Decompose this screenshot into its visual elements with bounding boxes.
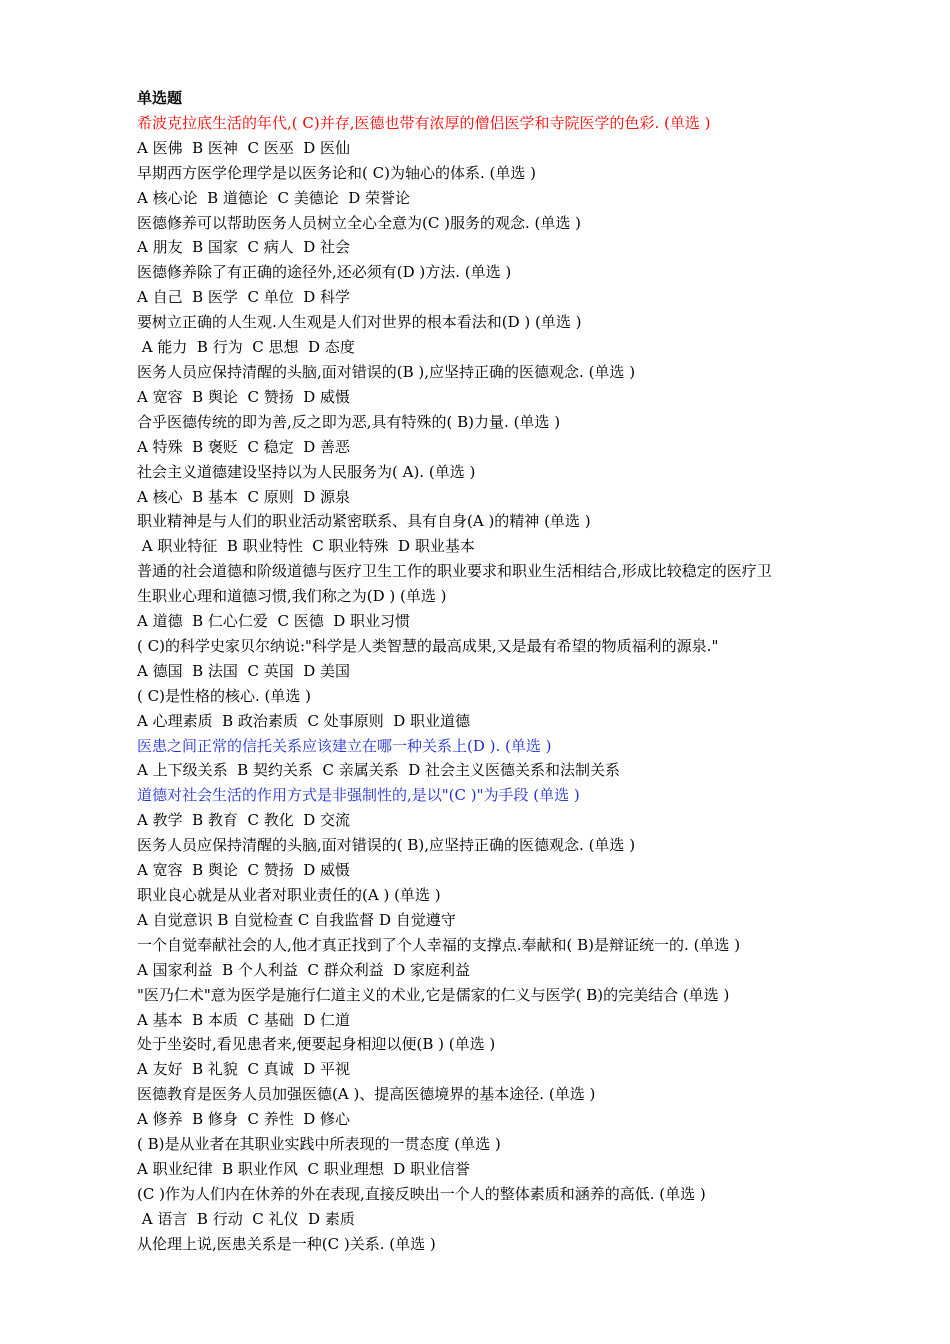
answer-options: A 职业纪律 B 职业作风 C 职业理想 D 职业信誉 — [137, 1159, 471, 1178]
question-text: 职业良心就是从业者对职业责任的(A ) (单选 ) — [137, 886, 441, 904]
answer-options: A 核心 B 基本 C 原则 D 源泉 — [137, 487, 351, 506]
question-text: 要树立正确的人生观.人生观是人们对世界的根本看法和(D ) (单选 ) — [137, 313, 582, 332]
question-text: 合乎医德传统的即为善,反之即为恶,具有特殊的( B)力量. (单选 ) — [137, 412, 561, 431]
question-text: 职业精神是与人们的职业活动紧密联系、具有自身(A )的精神 (单选 ) — [137, 512, 591, 531]
question-text: 一个自觉奉献社会的人,他才真正找到了个人幸福的支撑点.奉献和( B)是辩证统一的. (单选 ) — [137, 935, 741, 954]
question-text: 生职业心理和道德习惯,我们称之为(D ) (单选 ) — [137, 587, 447, 606]
answer-options: A 友好 B 礼貌 C 真诚 D 平视 — [137, 1060, 351, 1079]
question-text: (C )作为人们内在休养的外在表现,直接反映出一个人的整体素质和涵养的高低. (单选 ) — [137, 1184, 706, 1203]
question-text: 医德修养可以帮助医务人员树立全心全意为(C )服务的观念. (单选 ) — [137, 213, 581, 232]
answer-options: A 国家利益 B 个人利益 C 群众利益 D 家庭利益 — [137, 960, 471, 979]
section-heading: 单选题 — [137, 89, 183, 107]
answer-options: A 医佛 B 医神 C 医巫 D 医仙 — [137, 138, 351, 157]
answer-options: A 德国 B 法国 C 英国 D 美国 — [137, 661, 351, 680]
question-text: 医患之间正常的信托关系应该建立在哪一种关系上(D ). (单选 ) — [137, 736, 552, 755]
question-text: 道德对社会生活的作用方式是非强制性的,是以"(C )"为手段 (单选 ) — [137, 786, 580, 805]
answer-options: A 宽容 B 舆论 C 赞扬 D 威慑 — [137, 387, 351, 406]
answer-options: A 道德 B 仁心仁爱 C 医德 D 职业习惯 — [137, 612, 411, 631]
answer-options: A 语言 B 行动 C 礼仪 D 素质 — [137, 1209, 355, 1228]
answer-options: A 心理素质 B 政治素质 C 处事原则 D 职业道德 — [137, 711, 471, 730]
question-text: ( C)的科学史家贝尔纳说:"科学是人类智慧的最高成果,又是最有希望的物质福利的源泉." — [137, 636, 719, 655]
question-text: 处于坐姿时,看见患者来,便要起身相迎以便(B ) (单选 ) — [137, 1035, 496, 1054]
question-text: 希波克拉底生活的年代,( C)并存,医德也带有浓厚的僧侣医学和寺院医学的色彩. (单选 ) — [137, 113, 711, 132]
answer-options: A 教学 B 教育 C 教化 D 交流 — [137, 811, 351, 830]
question-text: 社会主义道德建设坚持以为人民服务为( A). (单选 ) — [137, 462, 476, 481]
question-text: 医务人员应保持清醒的头脑,面对错误的(B ),应坚持正确的医德观念. (单选 ) — [137, 362, 636, 381]
document-page — [137, 86, 917, 1257]
answer-options: A 修养 B 修身 C 养性 D 修心 — [137, 1110, 351, 1129]
answer-options: A 自己 B 医学 C 单位 D 科学 — [137, 288, 351, 307]
answer-options: A 自觉意识 B 自觉检查 C 自我监督 D 自觉遵守 — [137, 910, 456, 929]
answer-options: A 职业特征 B 职业特性 C 职业特殊 D 职业基本 — [137, 537, 475, 556]
question-text: 从伦理上说,医患关系是一种(C )关系. (单选 ) — [137, 1234, 436, 1253]
question-text: 早期西方医学伦理学是以医务论和( C)为轴心的体系. (单选 ) — [137, 163, 536, 182]
answer-options: A 基本 B 本质 C 基础 D 仁道 — [137, 1010, 351, 1029]
answer-options: A 上下级关系 B 契约关系 C 亲属关系 D 社会主义医德关系和法制关系 — [137, 761, 621, 780]
answer-options: A 核心论 B 道德论 C 美德论 D 荣誉论 — [137, 188, 411, 207]
question-text: 普通的社会道德和阶级道德与医疗卫生工作的职业要求和职业生活相结合,形成比较稳定的医疗卫 — [137, 562, 772, 581]
answer-options: A 朋友 B 国家 C 病人 D 社会 — [137, 238, 351, 257]
question-text: "医乃仁术"意为医学是施行仁道主义的术业,它是儒家的仁义与医学( B)的完美结合 (单选 ) — [137, 985, 730, 1004]
question-text: ( B)是从业者在其职业实践中所表现的一贯态度 (单选 ) — [137, 1135, 501, 1154]
answer-options: A 宽容 B 舆论 C 赞扬 D 威慑 — [137, 861, 351, 880]
answer-options: A 特殊 B 褒贬 C 稳定 D 善恶 — [137, 437, 351, 456]
question-text: 医务人员应保持清醒的头脑,面对错误的( B),应坚持正确的医德观念. (单选 ) — [137, 836, 636, 855]
question-list — [137, 111, 917, 1257]
question-text: 医德教育是医务人员加强医德(A )、提高医德境界的基本途径. (单选 ) — [137, 1085, 596, 1104]
question-text: ( C)是性格的核心. (单选 ) — [137, 686, 311, 705]
answer-options: A 能力 B 行为 C 思想 D 态度 — [137, 338, 355, 357]
question-text: 医德修养除了有正确的途径外,还必须有(D )方法. (单选 ) — [137, 263, 512, 282]
